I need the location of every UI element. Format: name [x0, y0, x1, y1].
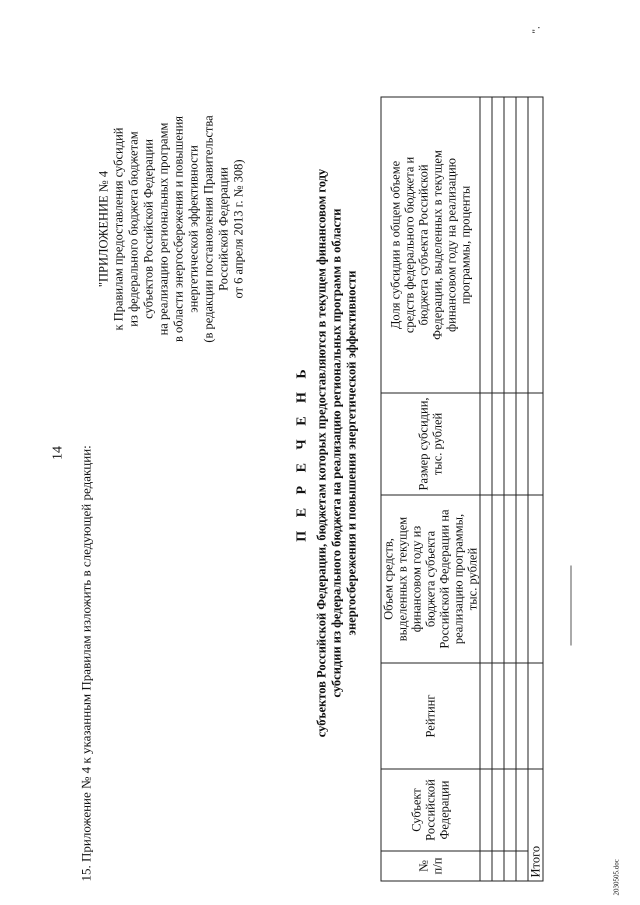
document-subtitle [314, 120, 359, 785]
appendix-line: (в редакции постановления Правительства [201, 114, 215, 343]
footer-file-code: 2030505.doc [612, 858, 620, 895]
table-header-row [381, 96, 480, 880]
appendix-line: Российской Федерации [216, 166, 230, 291]
appendix-line: от 6 апреля 2013 г. № 308) [231, 158, 245, 299]
appendix-line: к Правилам предоставления субсидий [111, 127, 125, 330]
table-total-row [528, 96, 543, 880]
table-row [504, 96, 516, 880]
header-number: № п/п [381, 851, 480, 881]
header-funds-volume: Объем средств, выделенных в текущем финансовом году из бюджета субъекта Российской Федерации на реализацию программы, тыс. рублей [381, 495, 480, 663]
subtitle-line: субъектов Российской Федерации, бюджетам которых предоставляются в текущем финансовом году [314, 168, 328, 737]
header-subject: Субъект Российской Федерации [381, 769, 480, 851]
table-row [516, 96, 528, 880]
page-number: 14 [50, 445, 65, 460]
document-title: П Е Р Е Ч Е Н Ь [294, 363, 309, 542]
subtitle-line: субсидии из федерального бюджета на реализацию региональных программ в области [329, 207, 343, 698]
closing-quote: ". [530, 25, 542, 33]
appendix-line: в области энергосбережения и повышения [171, 115, 185, 342]
header-rating: Рейтинг [381, 663, 480, 769]
appendix-line: "ПРИЛОЖЕНИЕ № 4 [96, 170, 110, 287]
header-subsidy-share: Доля субсидии в общем объеме средств федерального бюджета и бюджета субъекта Российской Федерации, выделенных в текущем финансовом году на реализацию программы, проценты [381, 96, 480, 392]
total-label: Итого [528, 769, 543, 881]
header-subsidy-size: Размер субсидии, тыс. рублей [381, 392, 480, 494]
intro-text: 15. Приложение № 4 к указанным Правилам изложить в следующей редакции: [78, 444, 93, 881]
separator-line [570, 565, 571, 645]
appendix-line: субъектов Российской Федерации [141, 138, 155, 319]
table-row [480, 96, 492, 880]
subtitle-line: энергосбережения и повышения энергетической эффективности [344, 270, 358, 635]
table-row [492, 96, 504, 880]
subjects-table [380, 96, 543, 881]
appendix-line: на реализацию региональных программ [156, 122, 170, 335]
appendix-heading [96, 106, 246, 351]
appendix-line: из федерального бюджета бюджетам [126, 130, 140, 327]
appendix-line: энергетической эффективности [186, 144, 200, 313]
